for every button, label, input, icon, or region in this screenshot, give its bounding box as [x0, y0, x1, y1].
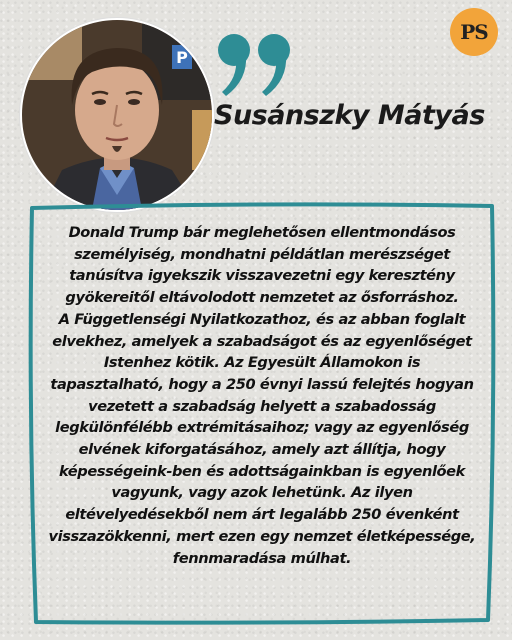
quote-paragraph-2: A Függetlenségi Nyilatkozathoz, és az abban foglalt elvekhez, amelyek a szabadságot és az egyenlőséget Istenhez kötik. Az Egyesült Államokon is tapasztalható, hogy a 250 évnyi lassú felejtés hogyan vezetett a szabadság helyett a szabadosság legkülönfélébb extrémitásaihoz; vagy az egyenlőség elvének kiforgatásához, amely azt állítja, hogy képességeink-ben és adottságainkban is egyenlőek vagyunk, vagy azok lehetünk. Az ilyen eltévelyedésekből nem árt legalább 250 évenként visszazökkenni, mert ezen egy nemzet életképessége, fennmaradása múlhat. [48, 310, 476, 567]
logo-text: PS [460, 20, 488, 44]
avatar [20, 18, 214, 212]
svg-text:P: P [176, 48, 188, 67]
quote-paragraph-1: Donald Trump bár meglehetősen ellentmondásos személyiség, mondhatni példátlan merészséget tanúsítva igyekszik visszavezetni egy keresztény gyökereitől eltávolodott nemzetet az ősforráshoz. [65, 224, 459, 307]
ps-logo [450, 8, 498, 56]
portrait-photo [22, 20, 212, 210]
author-name: Susánszky Mátyás [214, 100, 485, 131]
quote-text [46, 222, 478, 569]
quote-marks-icon [216, 30, 298, 104]
